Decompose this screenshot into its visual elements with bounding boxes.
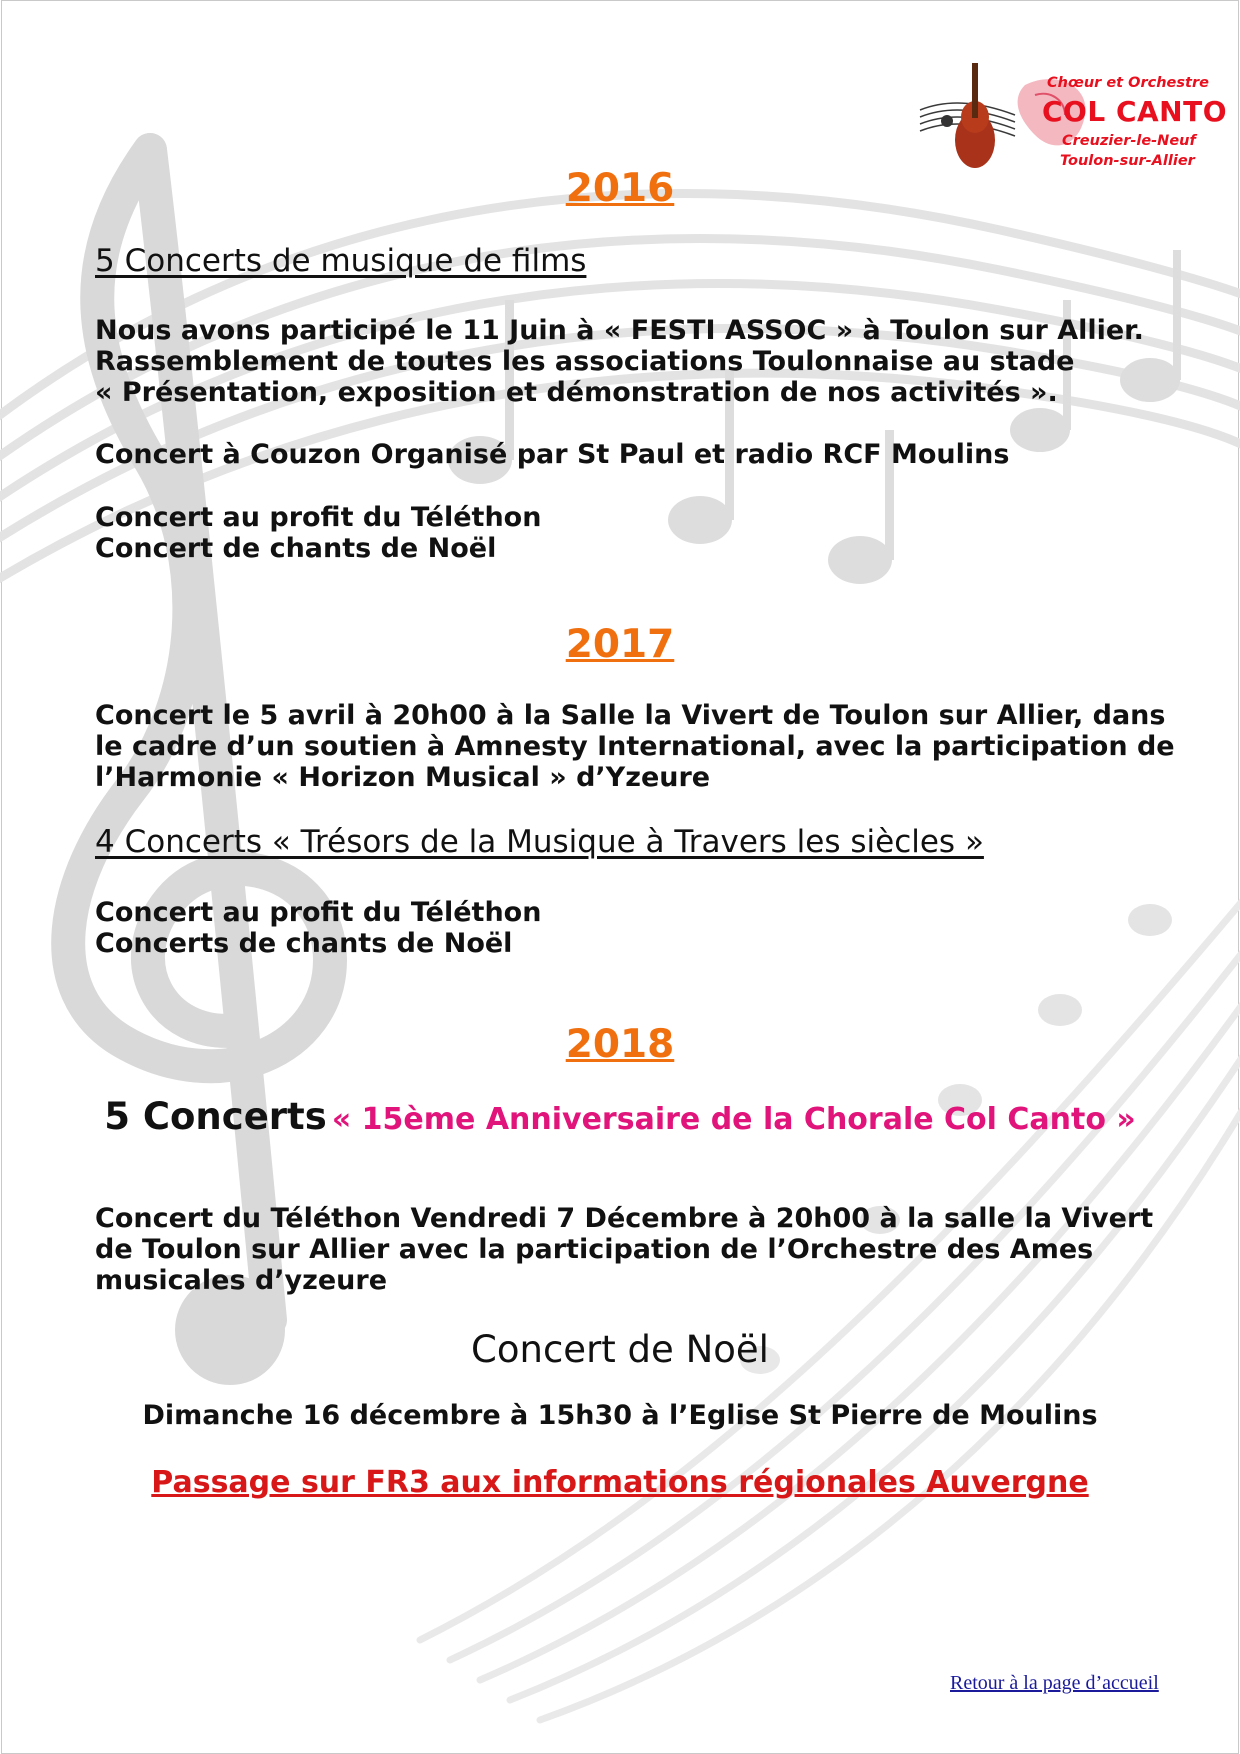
paragraph-line: « Présentation, exposition et démonstration de nos activités ». — [95, 377, 1058, 408]
logo-subtitle: Chœur et Orchestre — [1047, 75, 1209, 91]
anniversary-heading-prefix: 5 Concerts — [104, 1095, 327, 1138]
paragraph-line: Concert de chants de Noël — [95, 533, 497, 564]
year-2016-heading: 2016 — [565, 166, 675, 211]
paragraph-line: Concert du Téléthon Vendredi 7 Décembre à 20h00 à la salle la Vivert — [95, 1203, 1154, 1234]
fr3-broadcast-note: Passage sur FR3 aux informations régionales Auvergne — [151, 1465, 1089, 1500]
year-2018-heading: 2018 — [565, 1022, 675, 1067]
paragraph-line: Concert au profit du Téléthon — [95, 502, 542, 533]
paragraph-line: musicales d’yzeure — [95, 1265, 388, 1296]
paragraph-line: Concert à Couzon Organisé par St Paul et radio RCF Moulins — [95, 439, 1010, 470]
paragraph-line: le cadre d’un soutien à Amnesty International, avec la participation de — [95, 731, 1175, 762]
paragraph-line: Concert le 5 avril à 20h00 à la Salle la Vivert de Toulon sur Allier, dans — [95, 700, 1166, 731]
logo-location-2: Toulon-sur-Allier — [1060, 153, 1195, 169]
logo-title: COL CANTO — [1042, 95, 1227, 128]
logo-location-1: Creuzier-le-Neuf — [1062, 133, 1196, 149]
anniversary-heading-title: « 15ème Anniversaire de la Chorale Col Canto » — [331, 1102, 1136, 1137]
noel-concert-title: Concert de Noël — [471, 1328, 769, 1371]
tresors-concerts-heading: 4 Concerts « Trésors de la Musique à Travers les siècles » — [95, 824, 984, 860]
year-2017-heading: 2017 — [565, 622, 675, 667]
back-to-home-link[interactable]: Retour à la page d’accueil — [950, 1672, 1159, 1694]
paragraph-line: Concert au profit du Téléthon — [95, 897, 542, 928]
paragraph-line: Concerts de chants de Noël — [95, 928, 513, 959]
anniversary-heading — [0, 1095, 1240, 1138]
noel-concert-date: Dimanche 16 décembre à 15h30 à l’Eglise St Pierre de Moulins — [142, 1400, 1098, 1431]
paragraph-line: de Toulon sur Allier avec la participation de l’Orchestre des Ames — [95, 1234, 1094, 1265]
paragraph-line: l’Harmonie « Horizon Musical » d’Yzeure — [95, 762, 711, 793]
paragraph-line: Nous avons participé le 11 Juin à « FESTI ASSOC » à Toulon sur Allier. — [95, 315, 1144, 346]
films-concerts-heading: 5 Concerts de musique de films — [95, 243, 587, 279]
paragraph-line: Rassemblement de toutes les associations Toulonnaise au stade — [95, 346, 1075, 377]
